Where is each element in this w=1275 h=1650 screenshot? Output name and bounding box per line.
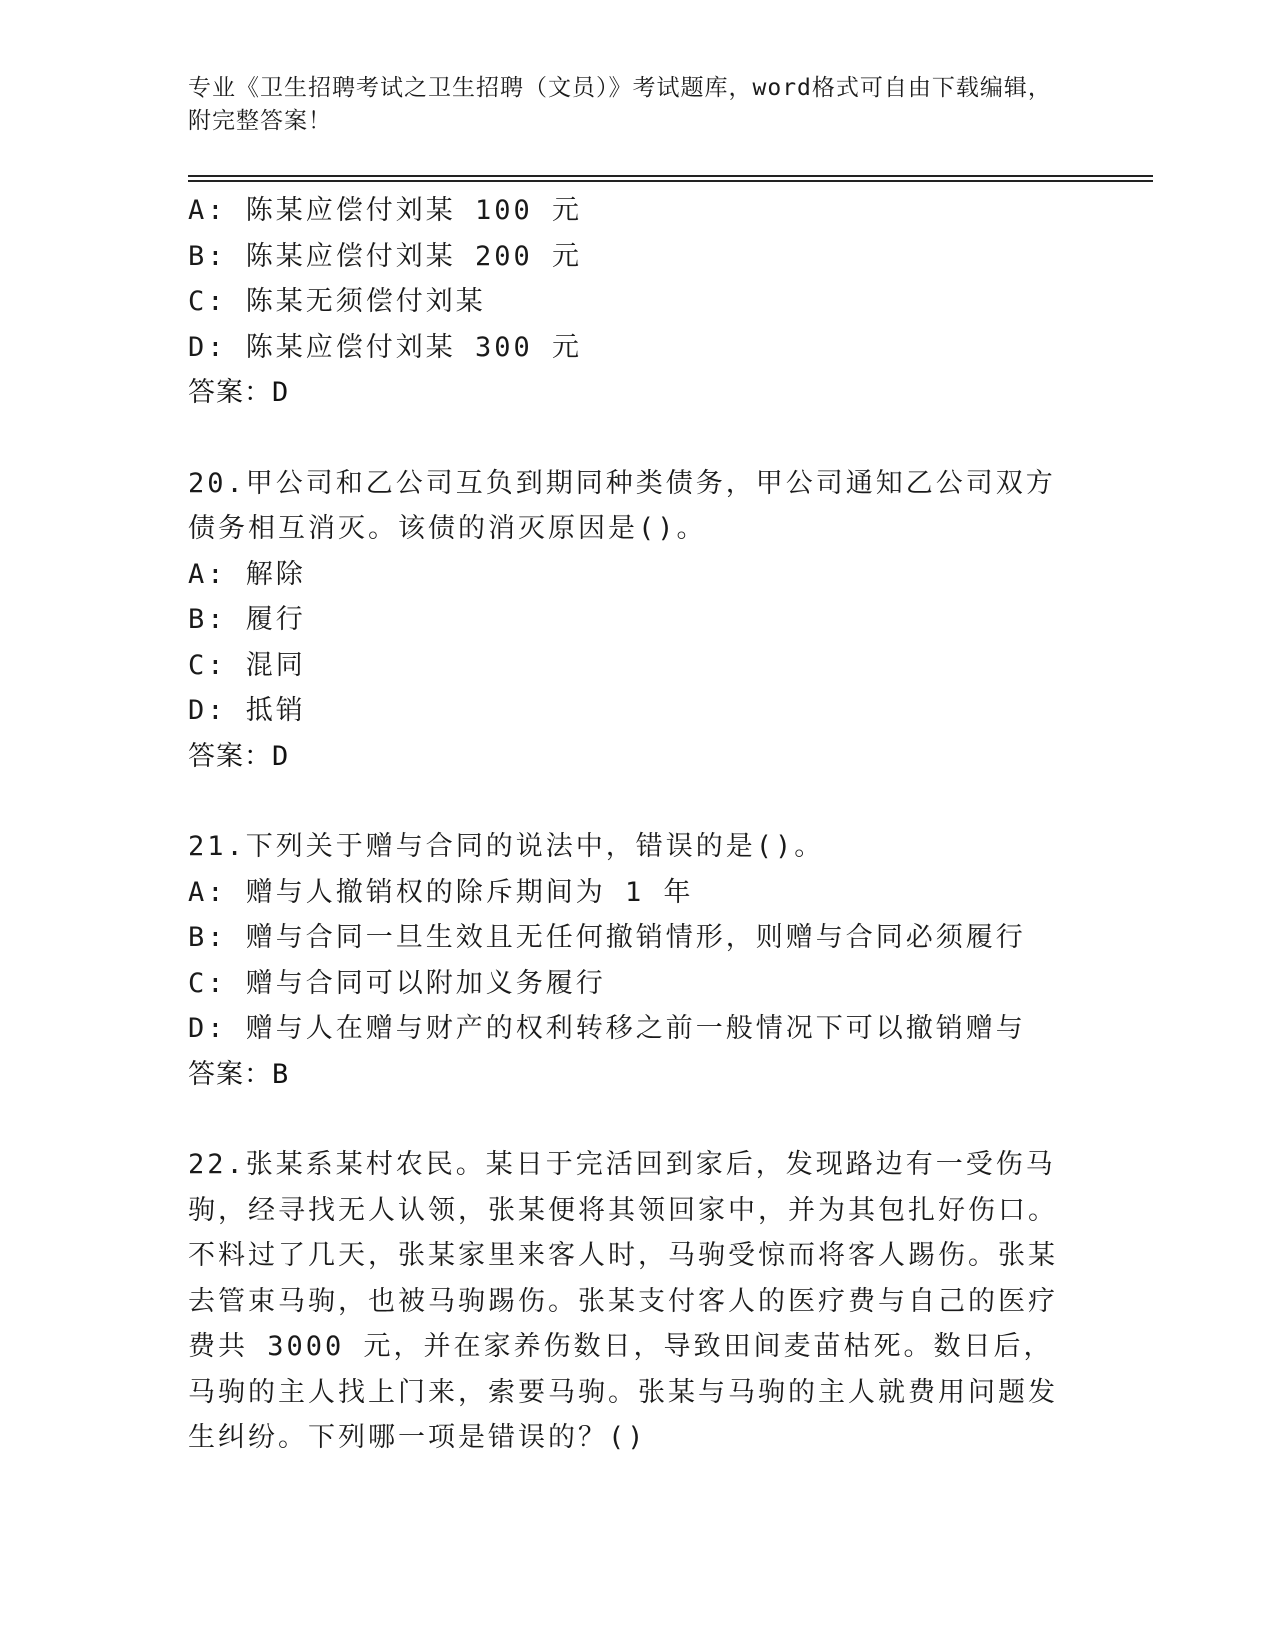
q21-answer: 答案：B (188, 1058, 290, 1090)
spacer (188, 1097, 1088, 1142)
document-header: 专业《卫生招聘考试之卫生招聘（文员）》考试题库，word格式可自由下载编辑，附完整答案！ (188, 75, 1052, 134)
question-21 (188, 824, 1088, 1097)
q21-option-a: A: 赠与人撤销权的除斥期间为 1 年 (188, 876, 694, 908)
question-20 (188, 461, 1088, 780)
question-content (188, 188, 1088, 1461)
q19-option-c: C: 陈某无须偿付刘某 (188, 286, 486, 317)
q22-stem: 22.张某系某村农民。某日于完活回到家后，发现路边有一受伤马驹，经寻找无人认领，张某便将其领回家中，并为其包扎好伤口。不料过了几天，张某家里来客人时，马驹受惊而将客人踢伤。张某去管束马驹，也被马驹踢伤。张某支付客人的医疗费与自己的医疗费共 3000 元，并在家养伤数日，导致田间麦苗枯死。数日后，马驹的主人找上门来，索要马驹。张某与马驹的主人就费用问题发生纠纷。下列哪一项是错误的？() (188, 1149, 1058, 1453)
spacer (188, 779, 1088, 824)
q19-option-a: A: 陈某应偿付刘某 100 元 (188, 195, 583, 226)
q21-option-b: B: 赠与合同一旦生效且无任何撤销情形，则赠与合同必须履行 (188, 922, 1026, 953)
q20-option-c: C: 混同 (188, 649, 306, 681)
spacer (188, 416, 1088, 461)
header-rule-bottom (188, 180, 1153, 182)
q21-stem: 21.下列关于赠与合同的说法中，错误的是()。 (188, 831, 825, 862)
header-rule-top (188, 175, 1153, 177)
q21-option-d: D: 赠与人在赠与财产的权利转移之前一般情况下可以撤销赠与 (188, 1013, 1026, 1044)
q19-option-b: B: 陈某应偿付刘某 200 元 (188, 240, 583, 272)
q21-option-c: C: 赠与合同可以附加义务履行 (188, 967, 606, 999)
q19-option-d: D: 陈某应偿付刘某 300 元 (188, 331, 583, 363)
question-19 (188, 188, 1088, 416)
q20-option-b: B: 履行 (188, 604, 306, 635)
q20-stem: 20.甲公司和乙公司互负到期同种类债务，甲公司通知乙公司双方债务相互消灭。该债的消灭原因是()。 (188, 467, 1056, 544)
q19-answer: 答案：D (188, 377, 290, 408)
question-22 (188, 1142, 1088, 1461)
q20-option-d: D: 抵销 (188, 695, 306, 726)
q20-option-a: A: 解除 (188, 558, 306, 590)
q20-answer: 答案：D (188, 740, 290, 772)
